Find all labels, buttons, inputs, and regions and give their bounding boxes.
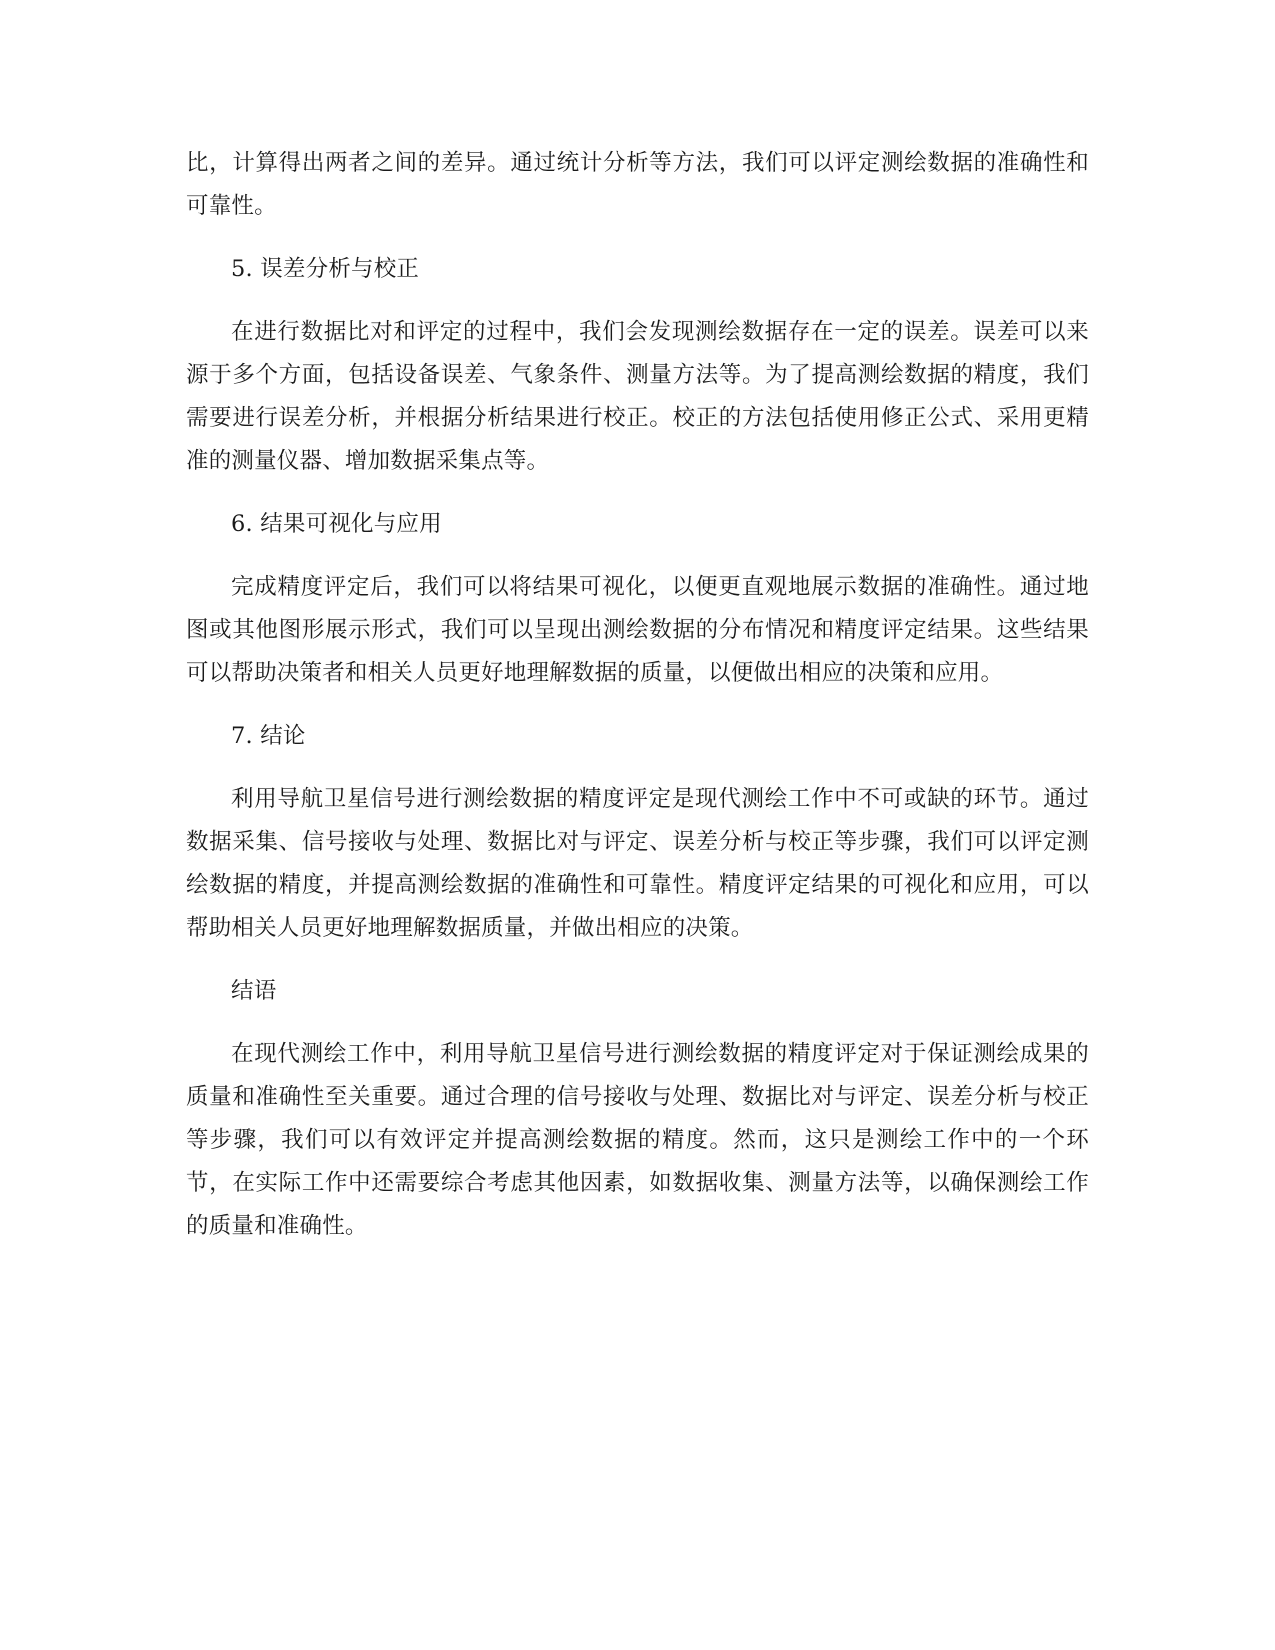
paragraph-error-analysis: 在进行数据比对和评定的过程中，我们会发现测绘数据存在一定的误差。误差可以来源于多个方面，包括设备误差、气象条件、测量方法等。为了提高测绘数据的精度，我们需要进行误差分析，并根据分析结果进行校正。校正的方法包括使用修正公式、采用更精准的测量仪器、增加数据采集点等。 [186,319,1089,474]
paragraph-conclusion: 利用导航卫星信号进行测绘数据的精度评定是现代测绘工作中不可或缺的环节。通过数据采集、信号接收与处理、数据比对与评定、误差分析与校正等步骤，我们可以评定测绘数据的精度，并提高测绘数据的准确性和可靠性。精度评定结果的可视化和应用，可以帮助相关人员更好地理解数据质量，并做出相应的决策。 [186,786,1089,941]
paragraph-continued: 比，计算得出两者之间的差异。通过统计分析等方法，我们可以评定测绘数据的准确性和可靠性。 [186,150,1089,219]
paragraph-closing: 在现代测绘工作中，利用导航卫星信号进行测绘数据的精度评定对于保证测绘成果的质量和准确性至关重要。通过合理的信号接收与处理、数据比对与评定、误差分析与校正等步骤，我们可以有效评定并提高测绘数据的精度。然而，这只是测绘工作中的一个环节，在实际工作中还需要综合考虑其他因素，如数据收集、测量方法等，以确保测绘工作的质量和准确性。 [186,1041,1089,1239]
paragraph-visualization: 完成精度评定后，我们可以将结果可视化，以便更直观地展示数据的准确性。通过地图或其他图形展示形式，我们可以呈现出测绘数据的分布情况和精度评定结果。这些结果可以帮助决策者和相关人员更好地理解数据的质量，以便做出相应的决策和应用。 [186,574,1089,686]
section-heading-7: 7. 结论 [231,723,306,749]
section-heading-6: 6. 结果可视化与应用 [231,511,442,537]
section-heading-5: 5. 误差分析与校正 [231,256,420,282]
document-body [186,142,1089,1268]
section-heading-closing: 结语 [231,978,277,1004]
